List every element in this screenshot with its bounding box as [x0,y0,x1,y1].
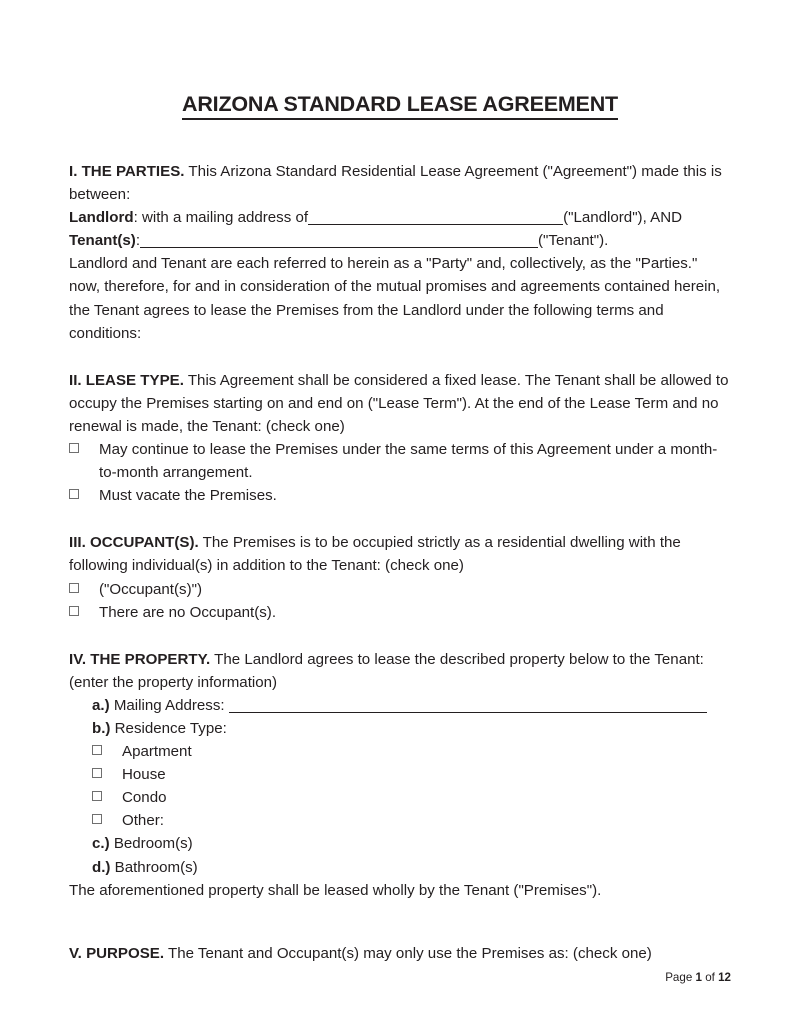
spacer [69,902,732,942]
lease-type-paragraph [69,369,732,438]
landlord-text-after: ("Landlord"), AND [563,209,682,227]
section-the-parties [69,160,732,345]
property-item-label: a.) [92,696,110,714]
property-items [92,694,732,879]
property-item-label: d.) [92,858,111,876]
checkbox-icon[interactable] [92,791,102,801]
spacer [69,624,732,648]
property-body: The Landlord agrees to lease the described property below to the Tenant: (enter the property information) [69,650,704,691]
page-title [0,92,800,117]
checkbox-icon[interactable] [69,606,79,616]
footer-current-page: 1 [695,971,702,984]
property-item-bathrooms [92,856,732,879]
property-item-text: Bedroom(s) [109,835,193,853]
list-item[interactable] [92,740,732,763]
residence-type-label: Condo [122,789,167,807]
section-lease-type [69,369,732,508]
residence-type-options-wrapper [92,740,732,832]
purpose-heading: V. PURPOSE. [69,944,165,962]
parties-heading: I. THE PARTIES. [69,163,185,180]
property-mailing-address-field[interactable] [229,712,707,713]
residence-type-label: Other: [122,812,164,830]
checkbox-icon[interactable] [92,814,102,824]
tenant-text-before: : [135,232,141,250]
occupants-body: The Premises is to be occupied strictly as a residential dwelling with the following individual(s) in addition to the Tenant: (check one) [69,534,681,575]
section-occupants [69,531,732,623]
spacer [69,507,732,531]
property-paragraph [69,648,732,694]
list-item[interactable] [69,484,732,507]
checkbox-icon[interactable] [92,745,102,755]
checkbox-icon[interactable] [92,768,102,778]
page-title-text: ARIZONA STANDARD LEASE AGREEMENT [182,92,618,120]
list-item[interactable] [69,601,732,624]
spacer [69,345,732,369]
section-the-property [69,648,732,902]
occupants-option-label: ("Occupant(s)") [99,580,202,598]
property-item-residence-type [92,717,732,740]
property-item-label: c.) [92,835,110,853]
landlord-text-before: : with a mailing address of [133,209,309,227]
lease-type-heading: II. LEASE TYPE. [69,371,184,389]
list-item[interactable] [92,763,732,786]
tenant-text-after: ("Tenant"). [538,232,609,250]
list-item[interactable] [92,809,732,832]
property-item-text: Bathroom(s) [110,858,198,876]
residence-type-label: Apartment [122,743,192,761]
residence-type-options [92,740,732,832]
landlord-label: Landlord [69,209,134,227]
lease-type-options [69,438,732,507]
parties-body-paragraph: Landlord and Tenant are each referred to herein as a "Party" and, collectively, as the "Parties." now, therefore, for and in consideration of the mutual promises and agreements contained herein, the Tenant agrees to lease the Premises from the Landlord under the following terms and conditions: [69,255,721,342]
property-item-text: Mailing Address: [109,696,229,714]
parties-intro-paragraph [69,160,732,206]
purpose-paragraph [69,942,732,965]
landlord-address-field[interactable] [308,224,563,225]
checkbox-icon[interactable] [69,489,79,499]
footer-middle: of [701,971,719,984]
occupants-paragraph [69,531,732,577]
tenant-label: Tenant(s) [69,232,136,250]
checkbox-icon[interactable] [69,443,79,453]
footer-prefix: Page [665,971,696,984]
list-item[interactable] [69,438,732,484]
checkbox-icon[interactable] [69,583,79,593]
property-heading: IV. THE PROPERTY. [69,650,211,668]
lease-type-option-label: Must vacate the Premises. [99,487,277,505]
tenant-name-field[interactable] [140,247,538,248]
list-item[interactable] [69,578,732,601]
occupants-options [69,578,732,624]
residence-type-label: House [122,766,166,784]
lease-type-body: This Agreement shall be considered a fixed lease. The Tenant shall be allowed to occupy the Premises starting on and end on ("Lease Term"). At the end of the Lease Term and no renewal is made, the Tenant: (check one) [69,371,729,435]
landlord-line [69,206,732,229]
property-item-bedrooms [92,832,732,855]
property-closing-text: The aforementioned property shall be leased wholly by the Tenant ("Premises"). [69,881,602,899]
section-purpose [69,942,732,965]
occupants-heading: III. OCCUPANT(S). [69,534,199,552]
purpose-body: The Tenant and Occupant(s) may only use the Premises as: (check one) [164,944,652,962]
lease-type-option-label: May continue to lease the Premises under the same terms of this Agreement under a month-to-month arrangement. [99,441,718,482]
tenant-line [69,229,732,252]
list-item[interactable] [92,786,732,809]
property-item-label: b.) [92,719,111,737]
document-body [69,160,732,965]
page-footer [0,971,731,984]
property-item-mailing-address [92,694,732,717]
occupants-option-label: There are no Occupant(s). [99,603,277,621]
footer-total-pages: 12 [718,971,731,984]
parties-intro-text: This Arizona Standard Residential Lease Agreement ("Agreement") made this is between: [69,163,722,204]
property-item-text: Residence Type: [110,719,227,737]
